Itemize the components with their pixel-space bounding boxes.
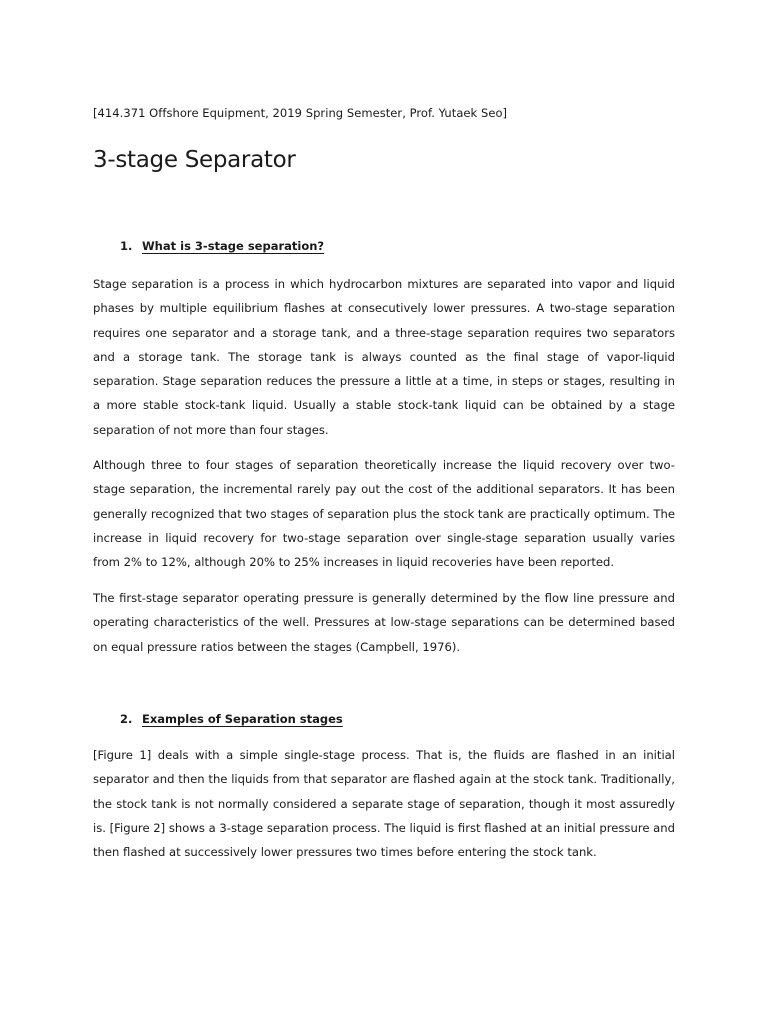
section-heading-2 <box>120 712 343 726</box>
paragraph-first-stage-pressure: The first-stage separator operating pressure is generally determined by the flow line pressure and operating characteristics of the well. Pressures at low-stage separations can be determined based on equal pressure ratios between the stages (Campbell, 1976). <box>93 591 675 654</box>
section-number: 1. <box>120 239 133 253</box>
section-number: 2. <box>120 712 133 726</box>
paragraph-stage-separation: Stage separation is a process in which hydrocarbon mixtures are separated into vapor and liquid phases by multiple equilibrium flashes at consecutively lower pressures. A two-stage separation requires one separator and a storage tank, and a three-stage separation requires two separators and a storage tank. The storage tank is always counted as the final stage of vapor-liquid separation. Stage separation reduces the pressure a little at a time, in steps or stages, resulting in a more stable stock-tank liquid. Usually a stable stock-tank liquid can be obtained by a stage separation of not more than four stages. <box>93 277 675 437</box>
paragraph-three-to-four-stages: Although three to four stages of separation theoretically increase the liquid recovery over two-stage separation, the incremental rarely pay out the cost of the additional separators. It has been generally recognized that two stages of separation plus the stock tank are practically optimum. The increase in liquid recovery for two-stage separation over single-stage separation usually varies from 2% to 12%, although 20% to 25% increases in liquid recoveries have been reported. <box>93 458 675 570</box>
document-title: 3-stage Separator <box>93 147 296 173</box>
section-title: Examples of Separation stages <box>142 712 343 726</box>
paragraph-separation-examples: [Figure 1] deals with a simple single-stage process. That is, the fluids are flashed in an initial separator and then the liquids from that separator are flashed again at the stock tank. Traditionally, the stock tank is not normally considered a separate stage of separation, though it most assuredly is. [Figure 2] shows a 3-stage separation process. The liquid is first flashed at an initial pressure and then flashed at successively lower pressures two times before entering the stock tank. <box>93 748 675 860</box>
section-heading-1 <box>120 239 324 253</box>
section-title: What is 3-stage separation? <box>142 239 325 253</box>
course-header: [414.371 Offshore Equipment, 2019 Spring Semester, Prof. Yutaek Seo] <box>93 106 508 120</box>
